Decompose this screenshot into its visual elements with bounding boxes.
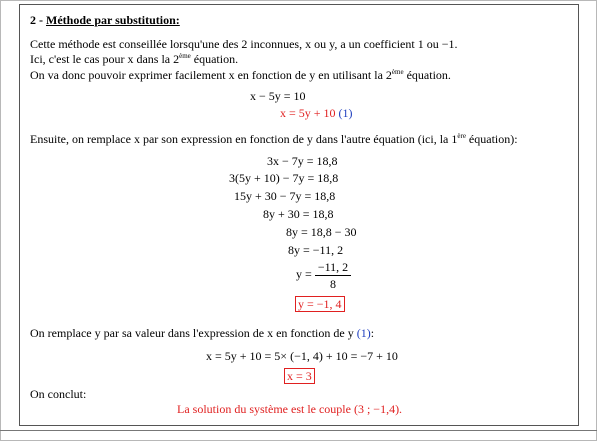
intro-line-3-sup: ème	[391, 68, 404, 76]
equation-step2-1: 3x − 7y = 18,8	[267, 154, 338, 168]
conclusion-label: On conclut:	[30, 387, 87, 401]
step3-text-main: On remplace y par sa valeur dans l'expression de x en fonction de y	[30, 326, 357, 340]
bottom-divider	[0, 430, 597, 431]
equation-step2-2: 3(5y + 10) − 7y = 18,8	[229, 171, 339, 185]
step3-ref: (1)	[356, 326, 371, 340]
result-y	[295, 297, 345, 311]
content-card	[19, 4, 579, 426]
conclusion-text: La solution du système est le couple (3 ; −1,4).	[177, 402, 403, 416]
equation-step1-1: x − 5y = 10	[250, 89, 306, 103]
intro-line-3-end: équation.	[403, 68, 451, 82]
result-y-boxed: y = −1, 4	[295, 296, 345, 312]
equation-step1-2	[280, 106, 353, 120]
intro-line-1: Cette méthode est conseillée lorsqu'une des 2 inconnues, x ou y, a un coefficient 1 ou −1.	[30, 37, 458, 51]
equation-ref-1: (1)	[338, 106, 353, 120]
fraction	[315, 260, 351, 291]
equation-step2-6: 8y = −11, 2	[288, 243, 344, 257]
fraction-bar	[315, 275, 351, 276]
equation-step2-4: 8y + 30 = 18,8	[263, 207, 334, 221]
step2-text-main: Ensuite, on remplace x par son expression en fonction de y dans l'autre équation (ici, la 1	[30, 132, 458, 146]
fraction-denominator: 8	[330, 277, 336, 291]
intro-line-3	[30, 68, 451, 82]
intro-line-2	[30, 52, 238, 66]
intro-line-2-text: Ici, c'est le cas pour x dans la 2	[30, 52, 180, 66]
intro-line-3-text: On va donc pouvoir exprimer facilement x en fonction de y en utilisant la 2	[30, 68, 392, 82]
section-heading	[30, 13, 180, 27]
equation-step3: x = 5y + 10 = 5× (−1, 4) + 10 = −7 + 10	[206, 349, 398, 363]
fraction-numerator: −11, 2	[317, 260, 349, 274]
equation-x-expression: x = 5y + 10	[280, 106, 336, 120]
step3-text-end: :	[370, 326, 375, 340]
fraction-lhs: y =	[296, 267, 312, 281]
intro-line-2-sup: ème	[179, 52, 191, 60]
step3-text	[30, 326, 374, 340]
equation-step2-5: 8y = 18,8 − 30	[286, 225, 357, 239]
result-x	[284, 369, 315, 383]
section-title: Méthode par substitution:	[46, 13, 180, 27]
intro-line-2-end: équation.	[190, 52, 239, 66]
section-number: 2 -	[30, 13, 46, 27]
step2-text-end: équation):	[465, 132, 518, 146]
step2-text	[30, 132, 518, 146]
result-x-boxed: x = 3	[284, 368, 315, 384]
equation-step2-3: 15y + 30 − 7y = 18,8	[234, 189, 336, 203]
step2-text-sup: ère	[457, 132, 466, 140]
